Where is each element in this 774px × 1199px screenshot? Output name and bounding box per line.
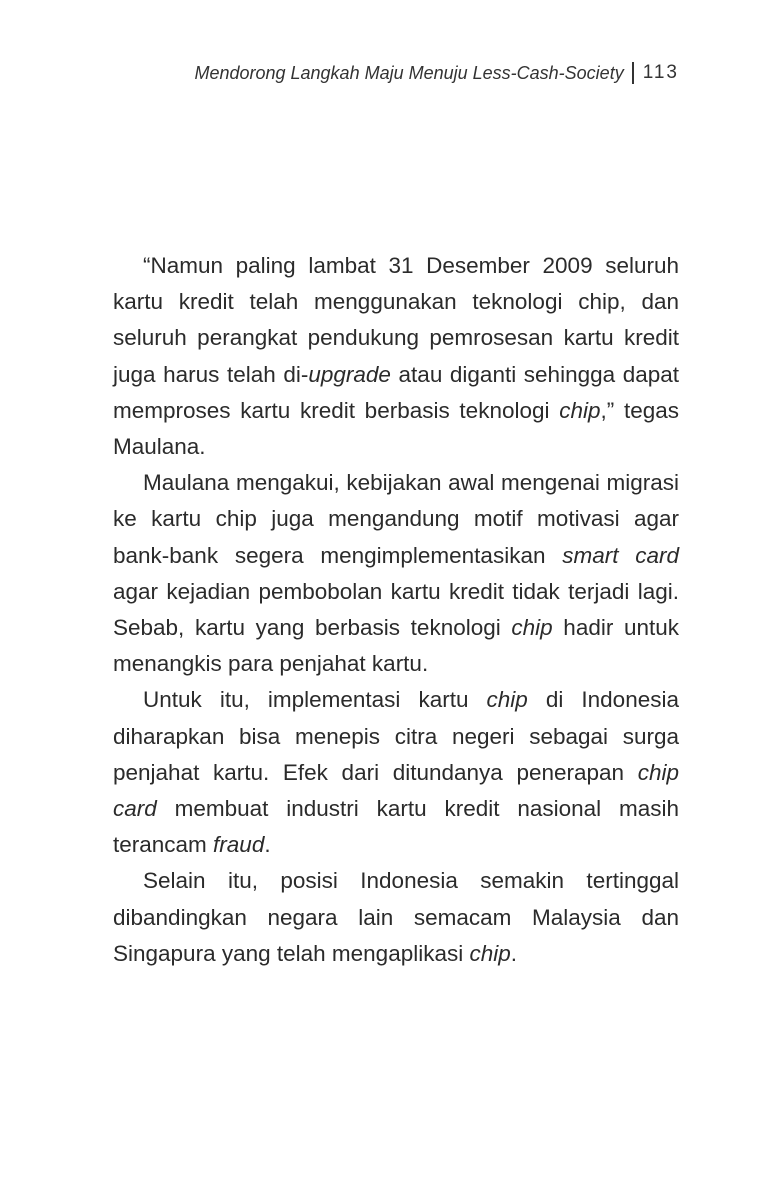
italic-term: chip — [559, 397, 601, 423]
paragraph-text: atau diganti sehingga dapat memproses kartu kredit berbasis teknologi — [113, 361, 680, 423]
paragraph-text: hadir untuk menangkis para penjahat kartu. — [113, 615, 680, 677]
paragraph-text: . — [510, 940, 518, 966]
paragraph-2 — [113, 465, 679, 682]
page-number: 113 — [642, 62, 679, 83]
italic-term: chip — [469, 940, 511, 966]
body-text — [113, 248, 679, 972]
running-title: Mendorong Langkah Maju Menuju Less-Cash-Society — [194, 62, 624, 83]
paragraph-text: Selain itu, posisi Indonesia semakin tertinggal dibandingkan negara lain semacam Malaysia dan Singapura yang telah mengaplikasi — [113, 868, 679, 966]
paragraph-text: Untuk itu, implementasi kartu — [143, 687, 487, 713]
italic-term: chip — [486, 687, 528, 713]
paragraph-text: di Indonesia diharapkan bisa menepis citra negeri sebagai surga penjahat kartu. Efek dari ditundanya penerapan — [113, 687, 679, 785]
paragraph-text: . — [264, 832, 271, 858]
paragraph-3 — [113, 682, 679, 863]
paragraph-text: membuat industri kartu kredit nasional masih terancam — [113, 796, 679, 858]
paragraph-text: ,” tegas Maulana. — [113, 397, 679, 460]
italic-term: smart card — [562, 542, 680, 568]
header-divider — [632, 62, 634, 84]
paragraph-text: “Namun paling lambat 31 Desember 2009 seluruh kartu kredit telah menggunakan teknologi chip, dan seluruh perangkat pendukung pemrosesan kartu kredit juga harus telah di- — [113, 253, 679, 387]
paragraph-text: agar kejadian pembobolan kartu kredit tidak terjadi lagi. Sebab, kartu yang berbasis teknologi — [113, 578, 679, 641]
running-header — [194, 62, 679, 84]
paragraph-1 — [113, 248, 679, 465]
paragraph-text: Maulana mengakui, kebijakan awal mengenai migrasi ke kartu chip juga mengandung motif motivasi agar bank-bank segera mengimplementasikan — [113, 470, 679, 568]
italic-term: chip card — [113, 759, 679, 822]
italic-term: upgrade — [308, 361, 391, 387]
paragraph-4 — [113, 863, 679, 972]
italic-term: fraud — [213, 832, 265, 858]
italic-term: chip — [511, 615, 553, 641]
